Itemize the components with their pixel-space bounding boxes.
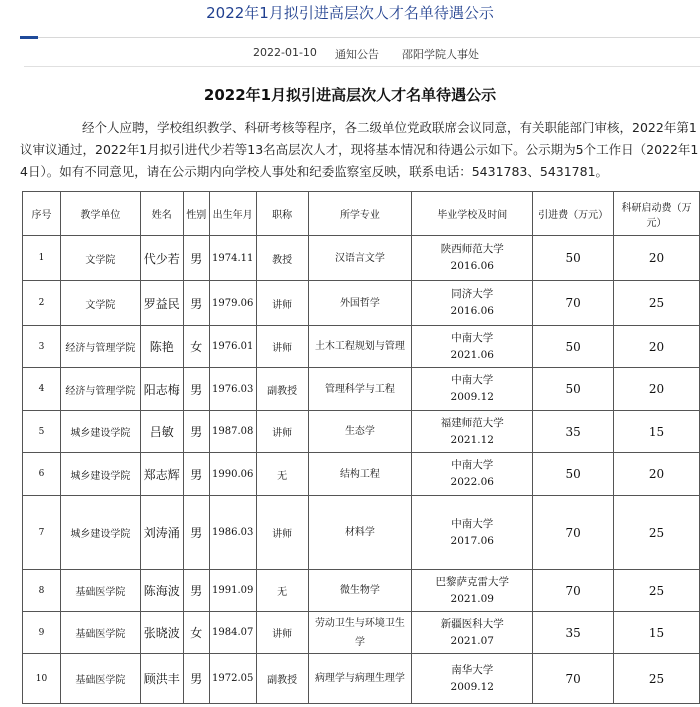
table-row bbox=[23, 570, 700, 612]
graduate-school: 巴黎萨克雷大学 bbox=[435, 575, 510, 588]
cell-school bbox=[412, 570, 533, 612]
cell-school bbox=[412, 612, 533, 654]
cell-school bbox=[412, 411, 533, 453]
cell-major: 劳动卫生与环境卫生学 bbox=[308, 612, 412, 654]
paragraph-line: 议审议通过，2022年1月拟引进代少若等13名高层次人才，现将基本情况和待遇公示如下。公示期为5个工作日（2022年1 bbox=[20, 142, 699, 157]
table-row bbox=[23, 236, 700, 281]
cell-unit: 基础医学院 bbox=[60, 570, 140, 612]
graduation-date: 2009.12 bbox=[450, 680, 494, 693]
cell-name: 陈海波 bbox=[140, 570, 183, 612]
cell-fee: 70 bbox=[533, 496, 614, 570]
paragraph-line: 经个人应聘，学校组织教学、科研考核等程序，各二级单位党政联席会议同意，有关职能部门审核，2022年第1 bbox=[82, 120, 697, 135]
cell-no: 8 bbox=[23, 570, 61, 612]
cell-research: 25 bbox=[614, 496, 700, 570]
cell-gender: 男 bbox=[183, 453, 209, 496]
cell-title: 讲师 bbox=[256, 326, 308, 368]
cell-title: 讲师 bbox=[256, 281, 308, 326]
cell-no: 4 bbox=[23, 368, 61, 411]
col-header-school: 毕业学校及时间 bbox=[412, 192, 533, 236]
cell-birth: 1991.09 bbox=[209, 570, 256, 612]
cell-title: 教授 bbox=[256, 236, 308, 281]
graduation-date: 2017.06 bbox=[450, 534, 494, 547]
table-row bbox=[23, 281, 700, 326]
cell-research: 20 bbox=[614, 453, 700, 496]
cell-title: 讲师 bbox=[256, 496, 308, 570]
cell-research: 20 bbox=[614, 326, 700, 368]
cell-fee: 70 bbox=[533, 654, 614, 704]
cell-unit: 文学院 bbox=[60, 236, 140, 281]
cell-birth: 1986.03 bbox=[209, 496, 256, 570]
cell-school bbox=[412, 281, 533, 326]
cell-school bbox=[412, 496, 533, 570]
article-paragraph bbox=[20, 117, 700, 183]
cell-school bbox=[412, 236, 533, 281]
cell-research: 20 bbox=[614, 236, 700, 281]
cell-unit: 城乡建设学院 bbox=[60, 496, 140, 570]
cell-fee: 50 bbox=[533, 326, 614, 368]
cell-major: 病理学与病理生理学 bbox=[308, 654, 412, 704]
page-header-title: 2022年1月拟引进高层次人才名单待遇公示 bbox=[206, 4, 494, 22]
graduation-date: 2016.06 bbox=[450, 260, 494, 272]
cell-gender: 男 bbox=[183, 654, 209, 704]
col-header-name: 姓名 bbox=[140, 192, 183, 236]
cell-no: 3 bbox=[23, 326, 61, 368]
cell-major: 生态学 bbox=[308, 411, 412, 453]
cell-fee: 50 bbox=[533, 453, 614, 496]
cell-no: 10 bbox=[23, 654, 61, 704]
cell-birth: 1976.03 bbox=[209, 368, 256, 411]
source-label: 邵阳学院人事处 bbox=[402, 48, 479, 61]
cell-name: 张晓波 bbox=[140, 612, 183, 654]
cell-research: 25 bbox=[614, 281, 700, 326]
table-row bbox=[23, 496, 700, 570]
category-link[interactable]: 通知公告 bbox=[335, 48, 379, 61]
cell-major: 材料学 bbox=[308, 496, 412, 570]
graduation-date: 2021.06 bbox=[450, 348, 494, 361]
cell-research: 20 bbox=[614, 368, 700, 411]
cell-school bbox=[412, 368, 533, 411]
cell-title: 讲师 bbox=[256, 612, 308, 654]
cell-no: 7 bbox=[23, 496, 61, 570]
cell-title: 副教授 bbox=[256, 654, 308, 704]
cell-unit: 基础医学院 bbox=[60, 654, 140, 704]
col-header-title: 职称 bbox=[256, 192, 308, 236]
graduation-date: 2021.12 bbox=[450, 433, 494, 446]
cell-no: 5 bbox=[23, 411, 61, 453]
cell-no: 9 bbox=[23, 612, 61, 654]
meta-divider bbox=[24, 66, 700, 67]
graduation-date: 2016.06 bbox=[450, 305, 494, 317]
cell-gender: 男 bbox=[183, 281, 209, 326]
cell-gender: 男 bbox=[183, 236, 209, 281]
cell-name: 吕敏 bbox=[140, 411, 183, 453]
graduate-school: 中南大学 bbox=[451, 331, 494, 344]
col-header-research: 科研启动费（万元） bbox=[614, 192, 700, 236]
graduate-school: 中南大学 bbox=[451, 459, 494, 471]
cell-research: 15 bbox=[614, 411, 700, 453]
cell-major: 微生物学 bbox=[308, 570, 412, 612]
cell-major: 管理科学与工程 bbox=[308, 368, 412, 411]
cell-name: 罗益民 bbox=[140, 281, 183, 326]
cell-name: 代少若 bbox=[140, 236, 183, 281]
cell-name: 顾洪丰 bbox=[140, 654, 183, 704]
col-header-fee: 引进费（万元） bbox=[533, 192, 614, 236]
cell-unit: 基础医学院 bbox=[60, 612, 140, 654]
publish-date: 2022-01-10 bbox=[253, 46, 317, 59]
table-row bbox=[23, 453, 700, 496]
cell-gender: 男 bbox=[183, 570, 209, 612]
cell-fee: 35 bbox=[533, 612, 614, 654]
graduate-school: 同济大学 bbox=[451, 288, 494, 300]
cell-name: 陈艳 bbox=[140, 326, 183, 368]
graduate-school: 南华大学 bbox=[451, 663, 494, 676]
cell-unit: 文学院 bbox=[60, 281, 140, 326]
header-divider bbox=[20, 37, 700, 38]
table-row bbox=[23, 326, 700, 368]
cell-birth: 1979.06 bbox=[209, 281, 256, 326]
cell-name: 刘涛涌 bbox=[140, 496, 183, 570]
graduation-date: 2009.12 bbox=[450, 391, 494, 403]
cell-research: 25 bbox=[614, 654, 700, 704]
cell-school bbox=[412, 326, 533, 368]
paragraph-line: 4日）。如有不同意见，请在公示期内向学校人事处和纪委监察室反映，联系电话：5431783、5431781。 bbox=[20, 164, 609, 179]
cell-gender: 男 bbox=[183, 411, 209, 453]
cell-gender: 女 bbox=[183, 612, 209, 654]
graduation-date: 2021.07 bbox=[450, 634, 494, 647]
col-header-gender: 性别 bbox=[183, 192, 209, 236]
cell-birth: 1976.01 bbox=[209, 326, 256, 368]
col-header-no: 序号 bbox=[23, 192, 61, 236]
graduation-date: 2022.06 bbox=[450, 476, 494, 488]
cell-gender: 男 bbox=[183, 368, 209, 411]
cell-name: 郑志辉 bbox=[140, 453, 183, 496]
talent-table bbox=[22, 191, 700, 704]
cell-research: 15 bbox=[614, 612, 700, 654]
cell-gender: 男 bbox=[183, 496, 209, 570]
cell-unit: 城乡建设学院 bbox=[60, 411, 140, 453]
table-row bbox=[23, 368, 700, 411]
cell-no: 6 bbox=[23, 453, 61, 496]
cell-unit: 城乡建设学院 bbox=[60, 453, 140, 496]
table-header-row bbox=[23, 192, 700, 236]
col-header-major: 所学专业 bbox=[308, 192, 412, 236]
cell-title: 无 bbox=[256, 453, 308, 496]
cell-fee: 50 bbox=[533, 236, 614, 281]
cell-birth: 1987.08 bbox=[209, 411, 256, 453]
table-row bbox=[23, 654, 700, 704]
graduate-school: 新疆医科大学 bbox=[440, 617, 504, 630]
cell-fee: 70 bbox=[533, 281, 614, 326]
cell-no: 1 bbox=[23, 236, 61, 281]
table-row bbox=[23, 612, 700, 654]
cell-title: 讲师 bbox=[256, 411, 308, 453]
cell-fee: 50 bbox=[533, 368, 614, 411]
graduate-school: 福建师范大学 bbox=[440, 416, 504, 429]
graduate-school: 中南大学 bbox=[451, 517, 494, 530]
cell-birth: 1990.06 bbox=[209, 453, 256, 496]
cell-unit: 经济与管理学院 bbox=[60, 368, 140, 411]
table-row bbox=[23, 411, 700, 453]
cell-fee: 35 bbox=[533, 411, 614, 453]
cell-no: 2 bbox=[23, 281, 61, 326]
cell-major: 土木工程规划与管理 bbox=[308, 326, 412, 368]
header-accent-bar bbox=[20, 36, 38, 39]
cell-gender: 女 bbox=[183, 326, 209, 368]
cell-school bbox=[412, 654, 533, 704]
cell-unit: 经济与管理学院 bbox=[60, 326, 140, 368]
cell-major: 外国哲学 bbox=[308, 281, 412, 326]
col-header-unit: 教学单位 bbox=[60, 192, 140, 236]
cell-birth: 1974.11 bbox=[209, 236, 256, 281]
col-header-birth: 出生年月 bbox=[209, 192, 256, 236]
cell-school bbox=[412, 453, 533, 496]
cell-research: 25 bbox=[614, 570, 700, 612]
cell-birth: 1984.07 bbox=[209, 612, 256, 654]
graduate-school: 中南大学 bbox=[451, 374, 494, 386]
graduate-school: 陕西师范大学 bbox=[440, 243, 504, 255]
article-title: 2022年1月拟引进高层次人才名单待遇公示 bbox=[203, 86, 497, 104]
graduation-date: 2021.09 bbox=[450, 592, 494, 605]
cell-major: 结构工程 bbox=[308, 453, 412, 496]
cell-birth: 1972.05 bbox=[209, 654, 256, 704]
cell-fee: 70 bbox=[533, 570, 614, 612]
cell-title: 副教授 bbox=[256, 368, 308, 411]
cell-major: 汉语言文学 bbox=[308, 236, 412, 281]
cell-name: 阳志梅 bbox=[140, 368, 183, 411]
cell-title: 无 bbox=[256, 570, 308, 612]
